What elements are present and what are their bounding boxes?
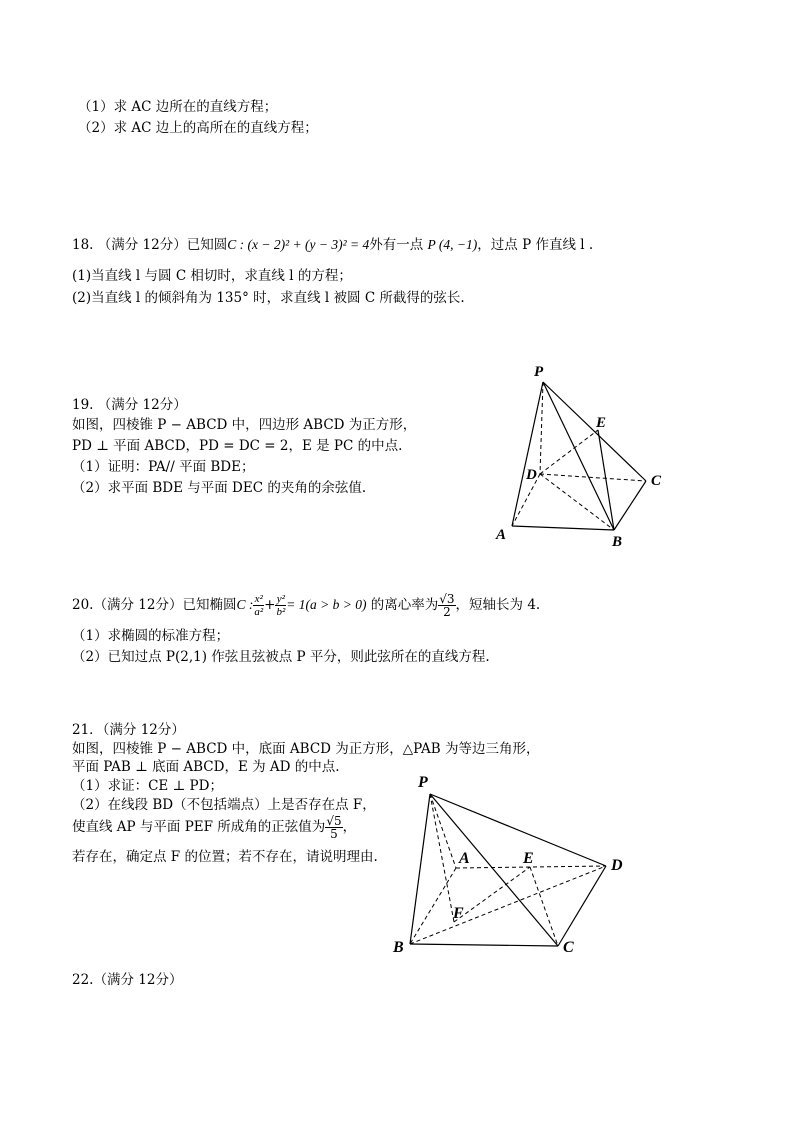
p18-head: 18. （满分 12分）已知圆 bbox=[72, 237, 228, 253]
p21-l2: 平面 PAB ⊥ 底面 ABCD，E 为 AD 的中点. bbox=[72, 759, 340, 775]
p20-q2: （2）已知过点 P(2,1) 作弦且弦被点 P 平分，则此弦所在的直线方程. bbox=[72, 649, 490, 665]
p19-l1: 如图，四棱锥 P − ABCD 中，四边形 ABCD 为正方形， bbox=[72, 417, 417, 433]
p18-q2: (2)当直线 l 的倾斜角为 135° 时，求直线 l 被圆 C 所截得的弦长. bbox=[72, 290, 465, 306]
p21-s-num: √5 bbox=[326, 814, 342, 828]
p20-statement: 20.（满分 12分）已知椭圆C : $\frac{\text{x²}}{\text{a²}}$ + $\frac{\text{y²}}{\text{b²}}$ = 1(a > b > 0) 的离心率为 $\frac{√3}{2}$ ，短轴长为 4. bbox=[72, 592, 541, 619]
p20-frac-x bbox=[253, 593, 264, 618]
p20-x2: x² bbox=[254, 593, 263, 605]
p18-circle-eq: C : (x − 2)² + (y − 3)² = 4 bbox=[227, 237, 370, 252]
p21-label-F: F bbox=[453, 905, 464, 922]
p20-e-den: 2 bbox=[443, 605, 451, 619]
p18-tail: ，过点 P 作直线 l . bbox=[477, 237, 594, 253]
p20-e-num: √3 bbox=[439, 592, 455, 606]
p21-q3-post: ， bbox=[342, 819, 357, 835]
p19-label-C: C bbox=[651, 473, 662, 489]
p18-q1: (1)当直线 l 与圆 C 相切时，求直线 l 的方程； bbox=[72, 268, 352, 284]
prev-q1: （1）求 AC 边所在的直线方程； bbox=[78, 99, 278, 115]
p19-q1: （1）证明：PA// 平面 BDE； bbox=[72, 459, 255, 475]
p21-q3-pre: 使直线 AP 与平面 PEF 所成角的正弦值为 bbox=[72, 819, 326, 835]
p21-label-A: A bbox=[459, 850, 470, 867]
p20-y2: y² bbox=[276, 593, 285, 605]
p22-head: 22.（满分 12分） bbox=[72, 972, 183, 988]
p20-q1: （1）求椭圆的标准方程； bbox=[72, 628, 230, 644]
p18-mid: 外有一点 bbox=[369, 237, 424, 253]
p21-label-D: D bbox=[611, 857, 623, 874]
p20-eq-post: = 1(a > b > 0) bbox=[286, 597, 367, 612]
prev-q2: （2）求 AC 边上的高所在的直线方程； bbox=[78, 120, 318, 136]
p19-label-B: B bbox=[612, 534, 623, 550]
p20-eq-pre: C : bbox=[236, 597, 254, 612]
p19-label-A: A bbox=[496, 527, 507, 543]
p19-head: 19. （满分 12分） bbox=[72, 397, 187, 413]
p20-mid: 的离心率为 bbox=[370, 597, 439, 613]
p21-head: 21．（满分 12分） bbox=[72, 722, 185, 738]
p19-label-D: D bbox=[526, 467, 537, 483]
p21-frac-sin bbox=[325, 815, 342, 840]
p19-label-E: E bbox=[596, 415, 607, 431]
p21-q3 bbox=[72, 812, 356, 842]
p20-a2: a² bbox=[254, 606, 264, 618]
p20-tail: ，短轴长为 4. bbox=[455, 597, 541, 613]
p19-l2: PD ⊥ 平面 ABCD，PD = DC = 2，E 是 PC 的中点. bbox=[72, 438, 403, 454]
p19-q2: （2）求平面 BDE 与平面 DEC 的夹角的余弦值. bbox=[72, 480, 367, 496]
p21-label-P: P bbox=[418, 774, 428, 791]
p20-head: 20.（满分 12分）已知椭圆 bbox=[72, 597, 237, 613]
p19-label-P: P bbox=[534, 364, 544, 380]
p21-l1: 如图，四棱锥 P − ABCD 中，底面 ABCD 为正方形，△PAB 为等边三角形， bbox=[72, 741, 540, 757]
p20-frac-y bbox=[275, 593, 286, 618]
p18-point: P (4, −1) bbox=[427, 237, 478, 252]
p20-frac-e bbox=[438, 593, 455, 618]
p21-q2: （2）在线段 BD（不包括端点）上是否存在点 F， bbox=[72, 797, 376, 813]
p21-q4: 若存在，确定点 F 的位置；若不存在，请说明理由. bbox=[72, 849, 378, 865]
p20-b2: b² bbox=[276, 606, 286, 618]
p21-label-B: B bbox=[393, 939, 404, 956]
p21-s-den: 5 bbox=[330, 827, 338, 841]
p21-q1: （1）求证：CE ⊥ PD； bbox=[72, 778, 223, 794]
p21-label-E: E bbox=[523, 850, 534, 867]
p21-label-C: C bbox=[563, 939, 574, 956]
